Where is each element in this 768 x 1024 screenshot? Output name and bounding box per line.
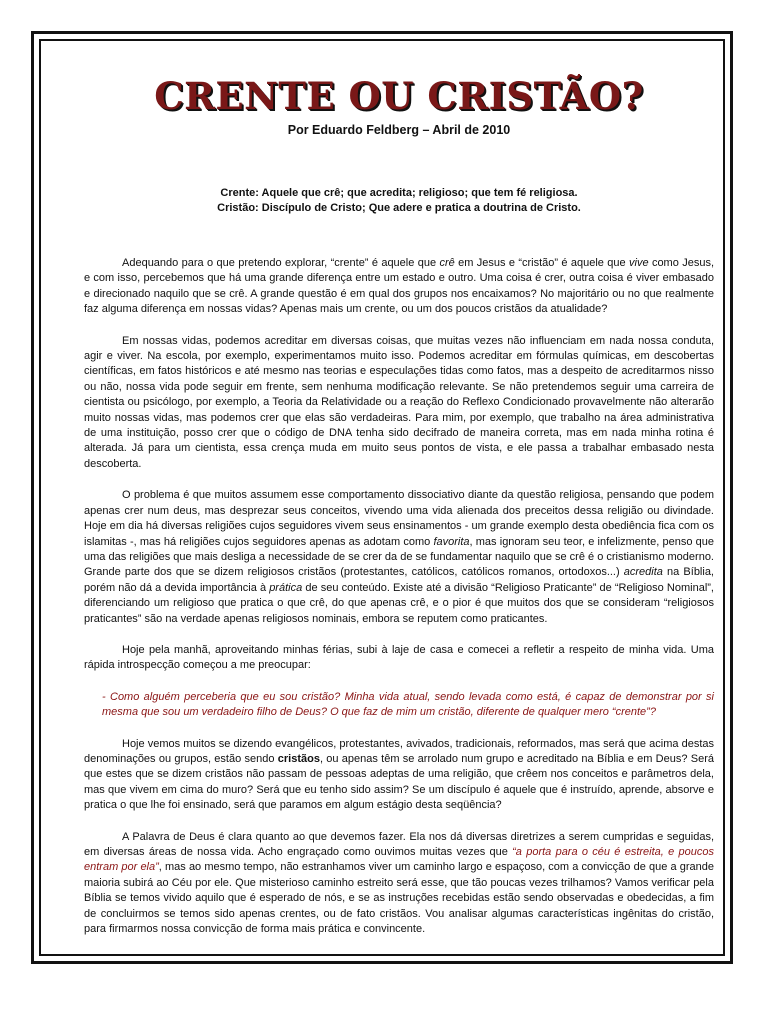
document-byline: Por Eduardo Feldberg – Abril de 2010	[287, 123, 511, 137]
paragraph-4: Hoje pela manhã, aproveitando minhas férias, subi à laje de casa e comecei a refletir a respeito de minha vida. Uma rápida introspecção começou a me preocupar:	[84, 643, 714, 672]
paragraph-3: O problema é que muitos assumem esse comportamento dissociativo diante da questão religiosa, pensando que podem apenas crer num deus, mas desprezar seus conceitos, vivendo uma vida alienada dos preceitos dessa religião ou divindade. Hoje em dia há diversas religiões cujos seguidores vivem seus ensinamentos - um grande exemplo desta obediência fica com os islamitas -, mas há religiões cujos seguidores apenas as adotam como favorita, mas ignoram seu teor, e infelizmente, penso que uma das religiões que mais desliga a necessidade de se crer da de se fundamentar naquilo que se crê é o cristianismo moderno. Grande parte dos que se dizem religiosos cristãos (protestantes, católicos, católicos romanos, ortodoxos...) acredita na Bíblia, porém não dá a devida importância à prática de seu conteúdo. Existe até a divisão “Religioso Praticante” de “Religioso Nominal”, diferenciando um religioso que pratica o que crê, do que apenas crê, e o pior é que muitos dos que se consideram “religiosos praticantes” são na verdade apenas religiosos nominais, embora se reputem como praticantes.	[84, 489, 714, 625]
definitions	[84, 186, 714, 216]
article-body	[84, 256, 714, 937]
definition-crente: Crente: Aquele que crê; que acredita; religioso; que tem fé religiosa.	[220, 187, 578, 199]
paragraph-1: Adequando para o que pretendo explorar, “crente” é aquele que crê em Jesus e “cristão” é aquele que vive como Jesus, e com isso, percebemos que há uma grande diferença entre um estado e outro. Uma coisa é crer, outra coisa é viver embasado e direcionado naquilo que se crê. A grande questão é em qual dos grupos nos encaixamos? No majoritário ou no que realmente faz alguma diferença em nossas vidas? Apenas mais um crente, ou um dos poucos cristãos da atualidade?	[84, 257, 714, 316]
paragraph-5: Hoje vemos muitos se dizendo evangélicos, protestantes, avivados, tradicionais, reformados, mas será que acima destas denominações ou grupos, estão sendo cristãos, ou apenas têm se arrolado num grupo e acreditado na Bíblia e em Deus? Será que estes que se dizem cristãos não passam de pessoas adeptas de uma religião, que crêem nos conceitos e parâmetros dela, mas que vivem em cima do muro? Será que eu tenho sido assim? Se um discípulo é aquele que é instruído, aprende, absorve e pratica o que lhe foi ensinado, será que paramos em algum estágio desta seqüência?	[84, 737, 714, 812]
bible-quote: “a porta para o céu é estreita, e poucos entram por ela”	[84, 846, 715, 874]
paragraph-2: Em nossas vidas, podemos acreditar em diversas coisas, que muitas vezes não influenciam em nada nossa conduta, agir e viver. Na escola, por exemplo, experimentamos muito isso. Podemos acreditar em fórmulas químicas, em descobertas científicas, em fatos históricos e até mesmo nas teorias e especulações tidas como fatos, mas a despeito de acreditarmos nisso ou não, nossa vida pode seguir em frente, sem nenhuma modificação relevante. Se não pretendemos seguir uma carreira de cientista ou psicólogo, por exemplo, a Teoria da Relatividade ou a reação do Reflexo Condicionado provavelmente não alterarão muito nossas vidas, mas podemos crer que elas são verdadeiras. Para mim, por exemplo, que trabalho na área administrativa de uma instituição, posso crer que o código de DNA tenha sido decifrado de maneira correta, mas em nada minha rotina é alterada. Já para um cientista, essa crença muda em muito seus pontos de vista, e ele passa a trabalhar embasado nesta descoberta.	[84, 334, 714, 470]
document-content	[84, 74, 714, 953]
reflection-quote: - Como alguém perceberia que eu sou cristão? Minha vida atual, sendo levada como está, é capaz de demonstrar por si mesma que sou um verdadeiro filho de Deus? O que faz de mim um cristão, diferente de qualquer mero “crente”?	[102, 690, 714, 719]
paragraph-6: A Palavra de Deus é clara quanto ao que devemos fazer. Ela nos dá diversas diretrizes a serem cumpridas e seguidas, em diversas áreas de nossa vida. Acho engraçado como ouvimos muitas vezes que “a porta para o céu é estreita, e poucos entram por ela”, mas ao mesmo tempo, não estranhamos viver um caminho largo e espaçoso, com a convicção de que a grande maioria subirá ao Céu por ele. Que misterioso caminho estreito será esse, que tão poucas vezes trilhamos? Vamos verificar pela Bíblia se temos vivido aquilo que é esperado de nós, e se as instruções recebidas estão sendo observadas e obedecidas, a fim de concluirmos se temos sido apenas crentes, ou de fato cristãos. Vou analisar algumas características ingênitas do cristão, para firmarmos nossa convicção de forma mais prática e convincente.	[84, 830, 715, 936]
document-title: CRENTE OU CRISTÃO?	[154, 74, 644, 118]
definition-cristao: Cristão: Discípulo de Cristo; Que adere e pratica a doutrina de Cristo.	[217, 202, 581, 214]
